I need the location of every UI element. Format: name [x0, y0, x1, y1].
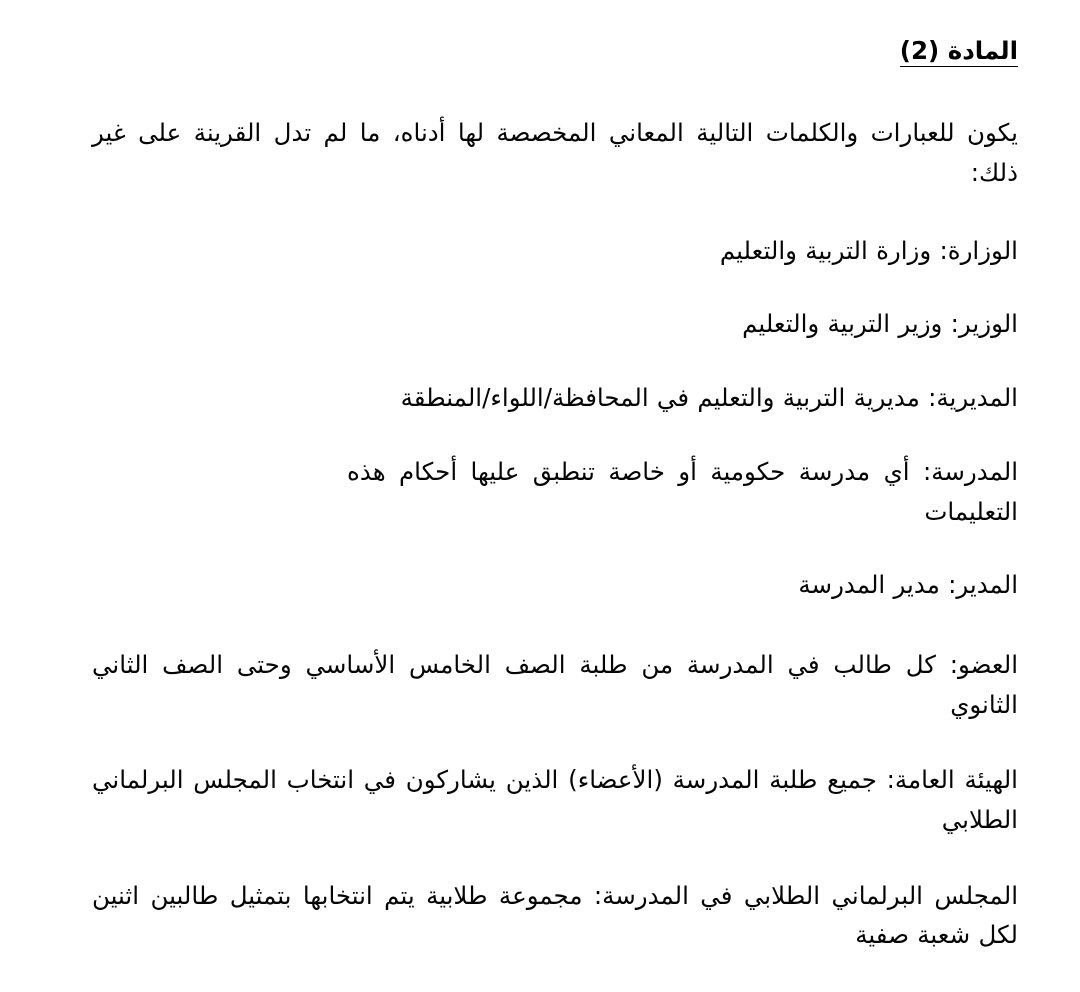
- paragraph-lead: يكون للعبارات والكلمات التالية المعاني المخصصة لها أدناه، ما لم تدل القرينة على غير ذلك:: [92, 118, 1018, 188]
- definition-minister: الوزير: وزير التربية والتعليم: [742, 309, 1018, 339]
- definition-principal: المدير: مدير المدرسة: [798, 570, 1018, 600]
- definition-general-assembly: الهيئة العامة: جميع طلبة المدرسة (الأعضاء) الذين يشاركون في انتخاب المجلس البرلماني الطلابي: [92, 765, 1018, 834]
- definition-member: العضو: كل طالب في المدرسة من طلبة الصف الخامس الأساسي وحتى الصف الثاني الثانوي: [92, 649, 1018, 719]
- document-body: [92, 34, 1018, 989]
- definition-ministry: الوزارة: وزارة التربية والتعليم: [719, 235, 1018, 265]
- article-heading-row: [92, 34, 1018, 113]
- article-title: [900, 34, 1018, 67]
- definition-student-council: المجلس البرلماني الطلابي في المدرسة: مجموعة طلابية يتم انتخابها بتمثيل طالبين اثنين لكل شعبة صفية: [92, 880, 1018, 950]
- definition-directorate: المديرية: مديرية التربية والتعليم في المحافظة/اللواء/المنطقة: [400, 383, 1018, 413]
- definition-school: المدرسة: أي مدرسة حكومية أو خاصة تنطبق عليها أحكام هذه التعليمات: [347, 456, 1018, 526]
- article-title-text: المادة (2): [900, 36, 1018, 67]
